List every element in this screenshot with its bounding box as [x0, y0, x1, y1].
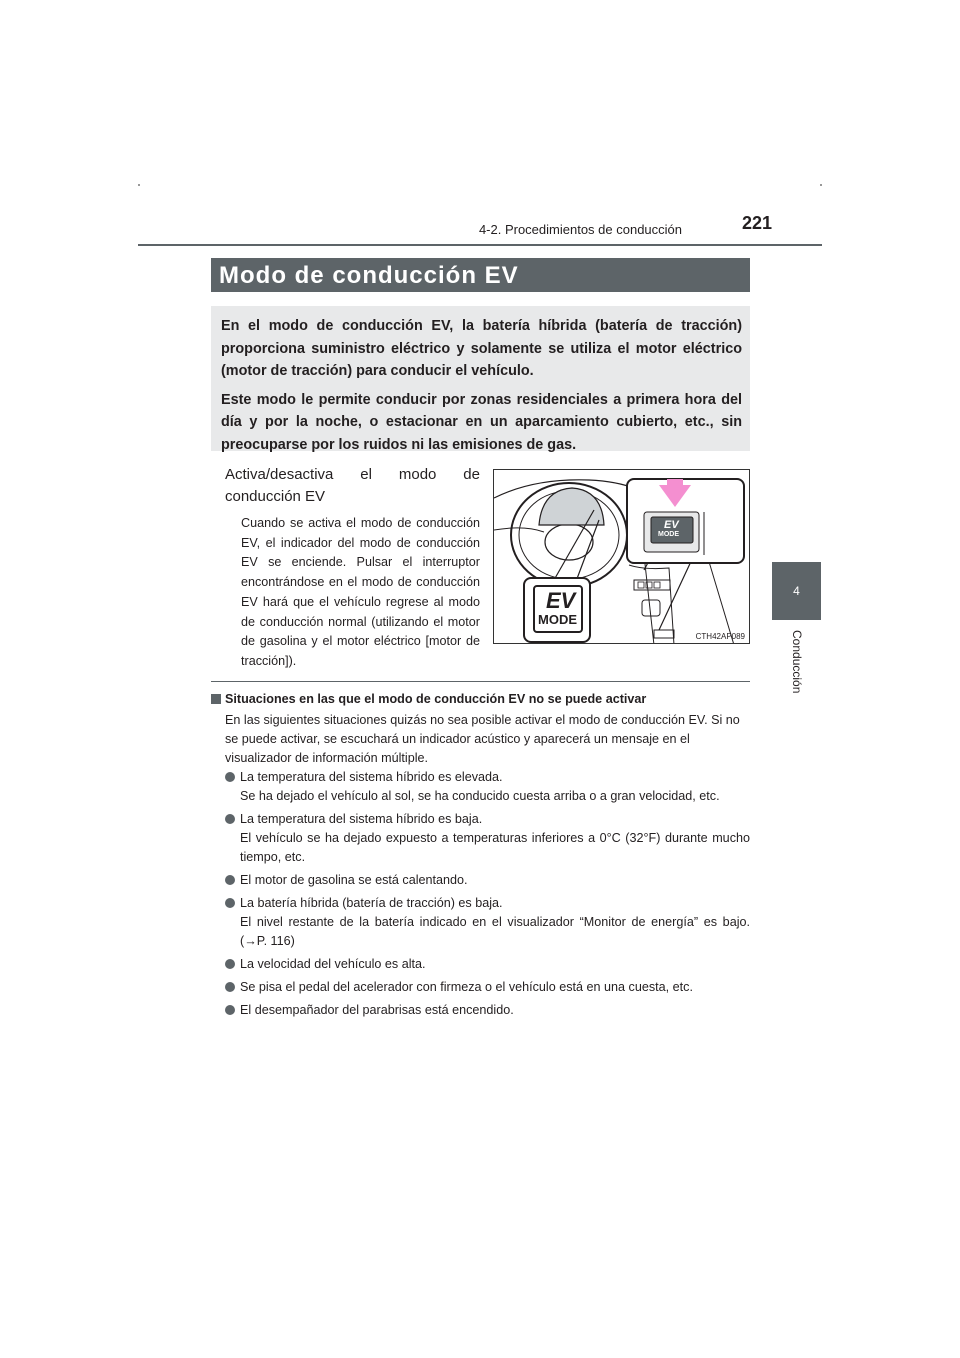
bullet-icon — [225, 898, 235, 908]
list-item-main: El desempañador del parabrisas está encendido. — [240, 1003, 514, 1017]
square-bullet-icon — [211, 694, 221, 704]
bullet-icon — [225, 982, 235, 992]
list-item — [225, 894, 750, 951]
intro-paragraph: En el modo de conducción EV, la batería híbrida (batería de tracción) proporciona suministro eléctrico y solamente se utiliza el motor eléctrico (motor de tracción) para conducir el vehículo. — [221, 318, 742, 379]
crop-mark — [820, 184, 822, 186]
chapter-label: Conducción — [790, 630, 804, 694]
list-item — [225, 810, 750, 867]
ev-button-large-mode: MODE — [538, 612, 577, 627]
list-item — [225, 955, 750, 974]
page-title: Modo de conducción EV — [219, 262, 519, 289]
bullet-icon — [225, 814, 235, 824]
list-item-detail: El vehículo se ha dejado expuesto a temperaturas inferiores a 0°C (32°F) durante mucho tiempo, etc. — [240, 831, 750, 864]
list-item — [225, 768, 750, 806]
chapter-tab: 4 — [772, 562, 821, 620]
ev-button-small-mode: MODE — [658, 531, 679, 538]
title-bar — [211, 258, 750, 292]
ev-button-large-ev: EV — [546, 588, 576, 613]
list-item-main: La batería híbrida (batería de tracción) es baja. — [240, 896, 503, 910]
dashboard-illustration — [494, 470, 750, 644]
list-item-main: Se pisa el pedal del acelerador con firmeza o el vehículo está en una cuesta, etc. — [240, 980, 693, 994]
intro-box — [211, 306, 750, 451]
situations-heading — [211, 692, 750, 706]
situations-intro: En las siguientes situaciones quizás no sea posible activar el modo de conducción EV. Si no se puede activar, se escuchará un indicador acústico y aparecerá un mensaje en el visualizador de información múltiple. — [225, 713, 740, 765]
bullet-icon — [225, 875, 235, 885]
ev-button-small-ev: EV — [664, 519, 679, 531]
activate-heading: Activa/desactiva el modo de conducción EV — [225, 466, 480, 505]
list-item-main: La temperatura del sistema híbrido es baja. — [240, 812, 483, 826]
list-item-main: La temperatura del sistema híbrido es elevada. — [240, 770, 503, 784]
intro-paragraph: Este modo le permite conducir por zonas residenciales a primera hora del día y por la noche, o estacionar en un aparcamiento cubierto, etc., sin preocuparse por los ruidos ni las emisiones de gas. — [221, 391, 742, 453]
situations-heading-text: Situaciones en las que el modo de conducción EV no se puede activar — [225, 692, 647, 706]
section-label: 4-2. Procedimientos de conducción — [478, 222, 682, 237]
ev-mode-figure — [493, 469, 750, 644]
list-item-main: El motor de gasolina se está calentando. — [240, 873, 468, 887]
situations-list — [225, 768, 750, 1024]
header-rule — [138, 244, 822, 246]
bullet-icon — [225, 959, 235, 969]
list-item — [225, 871, 750, 890]
activate-body: Cuando se activa el modo de conducción EV, el indicador del modo de conducción EV se enciende. Pulsar el interruptor encontrándose en el modo de conducción EV hará que el vehículo regrese al modo de conducción normal (utilizando el motor de gasolina y el motor eléctrico [motor de tracción]). — [241, 516, 480, 668]
figure-code: CTH42AP089 — [695, 632, 745, 641]
section-divider — [211, 681, 750, 682]
list-item-detail: Se ha dejado el vehículo al sol, se ha conducido cuesta arriba o a gran velocidad, etc. — [240, 789, 720, 803]
page-number: 221 — [741, 213, 772, 233]
bullet-icon — [225, 1005, 235, 1015]
list-item-detail: El nivel restante de la batería indicado en el visualizador “Monitor de energía” es bajo. (→P. 116) — [240, 915, 750, 948]
list-item-main: La velocidad del vehículo es alta. — [240, 957, 426, 971]
crop-mark — [138, 184, 140, 186]
list-item — [225, 1001, 750, 1020]
bullet-icon — [225, 772, 235, 782]
list-item — [225, 978, 750, 997]
